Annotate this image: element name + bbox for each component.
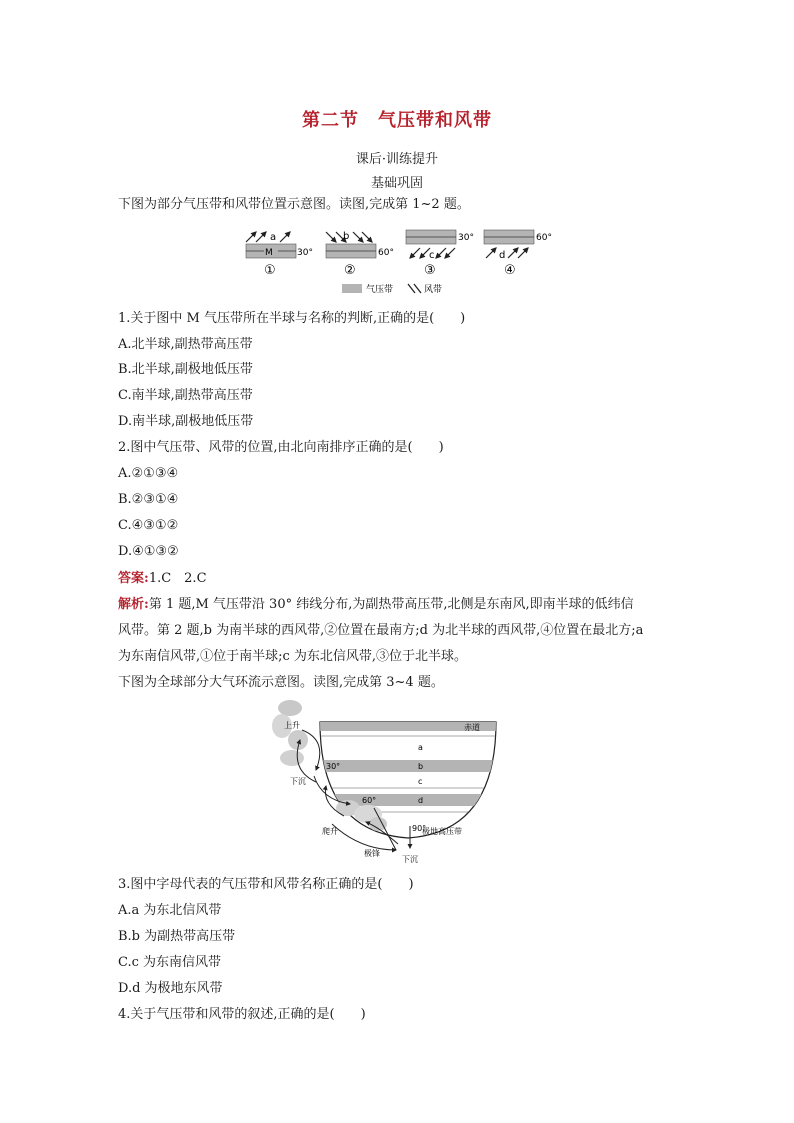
climb-label: 爬升 bbox=[322, 827, 338, 836]
label-a: a bbox=[418, 743, 423, 752]
question-3-option-a: A.a 为东北信风带 bbox=[118, 903, 222, 918]
section-heading: 基础巩固 bbox=[370, 176, 423, 191]
panel-1-latitude: 30° bbox=[297, 248, 313, 258]
lat-90-label: 90° bbox=[412, 824, 427, 833]
hemisphere-section bbox=[320, 722, 496, 838]
sink-label-2: 下沉 bbox=[402, 855, 418, 864]
question-3-stem: 3.图中字母代表的气压带和风带名称正确的是( ) bbox=[118, 877, 414, 892]
analysis-line-3: 为东南信风带,①位于南半球;c 为东北信风带,③位于北半球。 bbox=[118, 649, 468, 664]
panel-4 bbox=[484, 230, 552, 278]
panel-1-wind-letter: a bbox=[270, 232, 277, 243]
intro-q1-2: 下图为部分气压带和风带位置示意图。读图,完成第 1~2 题。 bbox=[118, 197, 470, 212]
panel-2-wind-letter: b bbox=[343, 231, 350, 242]
analysis-text-1: 第 1 题,M 气压带沿 30° 纬线分布,为副热带高压带,北侧是东南风,即南半球的低纬信 bbox=[148, 597, 634, 612]
label-d: d bbox=[418, 796, 424, 805]
analysis-line-2: 风带。第 2 题,b 为南半球的西风带,②位置在最南方;d 为北半球的西风带,④位置在最北方;a bbox=[118, 623, 644, 638]
panel-4-wind-letter: d bbox=[499, 250, 506, 261]
question-3-option-c: C.c 为东南信风带 bbox=[118, 955, 222, 970]
question-2-option-b: B.②③①④ bbox=[118, 492, 179, 507]
answer-line bbox=[118, 570, 207, 588]
question-2-stem: 2.图中气压带、风带的位置,由北向南排序正确的是( ) bbox=[118, 440, 444, 455]
pressure-wind-belt-figure bbox=[240, 222, 570, 302]
panel-3-number: ③ bbox=[424, 263, 436, 278]
atmospheric-circulation-figure bbox=[270, 700, 510, 868]
legend-wind-label: 风带 bbox=[424, 285, 443, 295]
question-3-option-d: D.d 为极地东风带 bbox=[118, 981, 223, 996]
question-1-option-c: C.南半球,副热带高压带 bbox=[118, 388, 253, 403]
panel-3-latitude: 30° bbox=[458, 233, 474, 243]
lat-30-label: 30° bbox=[326, 762, 341, 771]
panel-4-number: ④ bbox=[504, 263, 516, 278]
polar-high-label: 极地高压带 bbox=[422, 827, 462, 836]
figure-legend bbox=[342, 283, 442, 295]
question-1-stem: 1.关于图中 M 气压带所在半球与名称的判断,正确的是( ) bbox=[118, 311, 466, 326]
panel-1 bbox=[246, 232, 313, 278]
panel-1-number: ① bbox=[264, 263, 276, 278]
belt-b bbox=[320, 760, 496, 772]
question-2-option-c: C.④③①② bbox=[118, 518, 179, 533]
page-title: 第二节 气压带和风带 bbox=[302, 110, 492, 131]
legend-pressure-label: 气压带 bbox=[366, 285, 394, 295]
panel-3-wind-letter: c bbox=[429, 250, 435, 261]
answer-label: 答案: bbox=[118, 571, 149, 586]
question-1-option-d: D.南半球,副极地低压带 bbox=[118, 414, 254, 429]
question-3-option-b: B.b 为副热带高压带 bbox=[118, 929, 236, 944]
sink-label-1: 下沉 bbox=[290, 777, 306, 786]
question-2-option-d: D.④①③② bbox=[118, 544, 179, 559]
panel-2-latitude: 60° bbox=[378, 248, 394, 258]
analysis-line-1 bbox=[118, 596, 634, 614]
cloud-equator-icon bbox=[272, 700, 308, 766]
answer-text: 1.C 2.C bbox=[148, 571, 207, 586]
analysis-label: 解析: bbox=[118, 597, 149, 612]
question-4-stem: 4.关于气压带和风带的叙述,正确的是( ) bbox=[118, 1007, 366, 1022]
question-2-option-a: A.②①③④ bbox=[118, 466, 179, 481]
question-1-option-b: B.北半球,副极地低压带 bbox=[118, 362, 253, 377]
rise-label: 上升 bbox=[284, 721, 300, 730]
panel-2-number: ② bbox=[344, 263, 356, 278]
lat-60-label: 60° bbox=[362, 796, 377, 805]
label-b: b bbox=[418, 762, 424, 771]
intro-q3-4: 下图为全球部分大气环流示意图。读图,完成第 3~4 题。 bbox=[118, 675, 444, 690]
panel-4-latitude: 60° bbox=[536, 233, 552, 243]
question-1-option-a: A.北半球,副热带高压带 bbox=[118, 337, 253, 352]
panel-3 bbox=[406, 230, 474, 278]
legend-pressure-swatch bbox=[342, 284, 362, 293]
polar-front-label: 极锋 bbox=[364, 849, 380, 858]
label-c: c bbox=[418, 777, 423, 786]
panel-1-belt-label: M bbox=[265, 248, 273, 258]
legend-wind-arrow bbox=[408, 284, 415, 293]
equator-label: 赤道 bbox=[464, 723, 480, 732]
panel-2 bbox=[326, 231, 394, 278]
section-subtitle: 课后·训练提升 bbox=[355, 152, 439, 167]
